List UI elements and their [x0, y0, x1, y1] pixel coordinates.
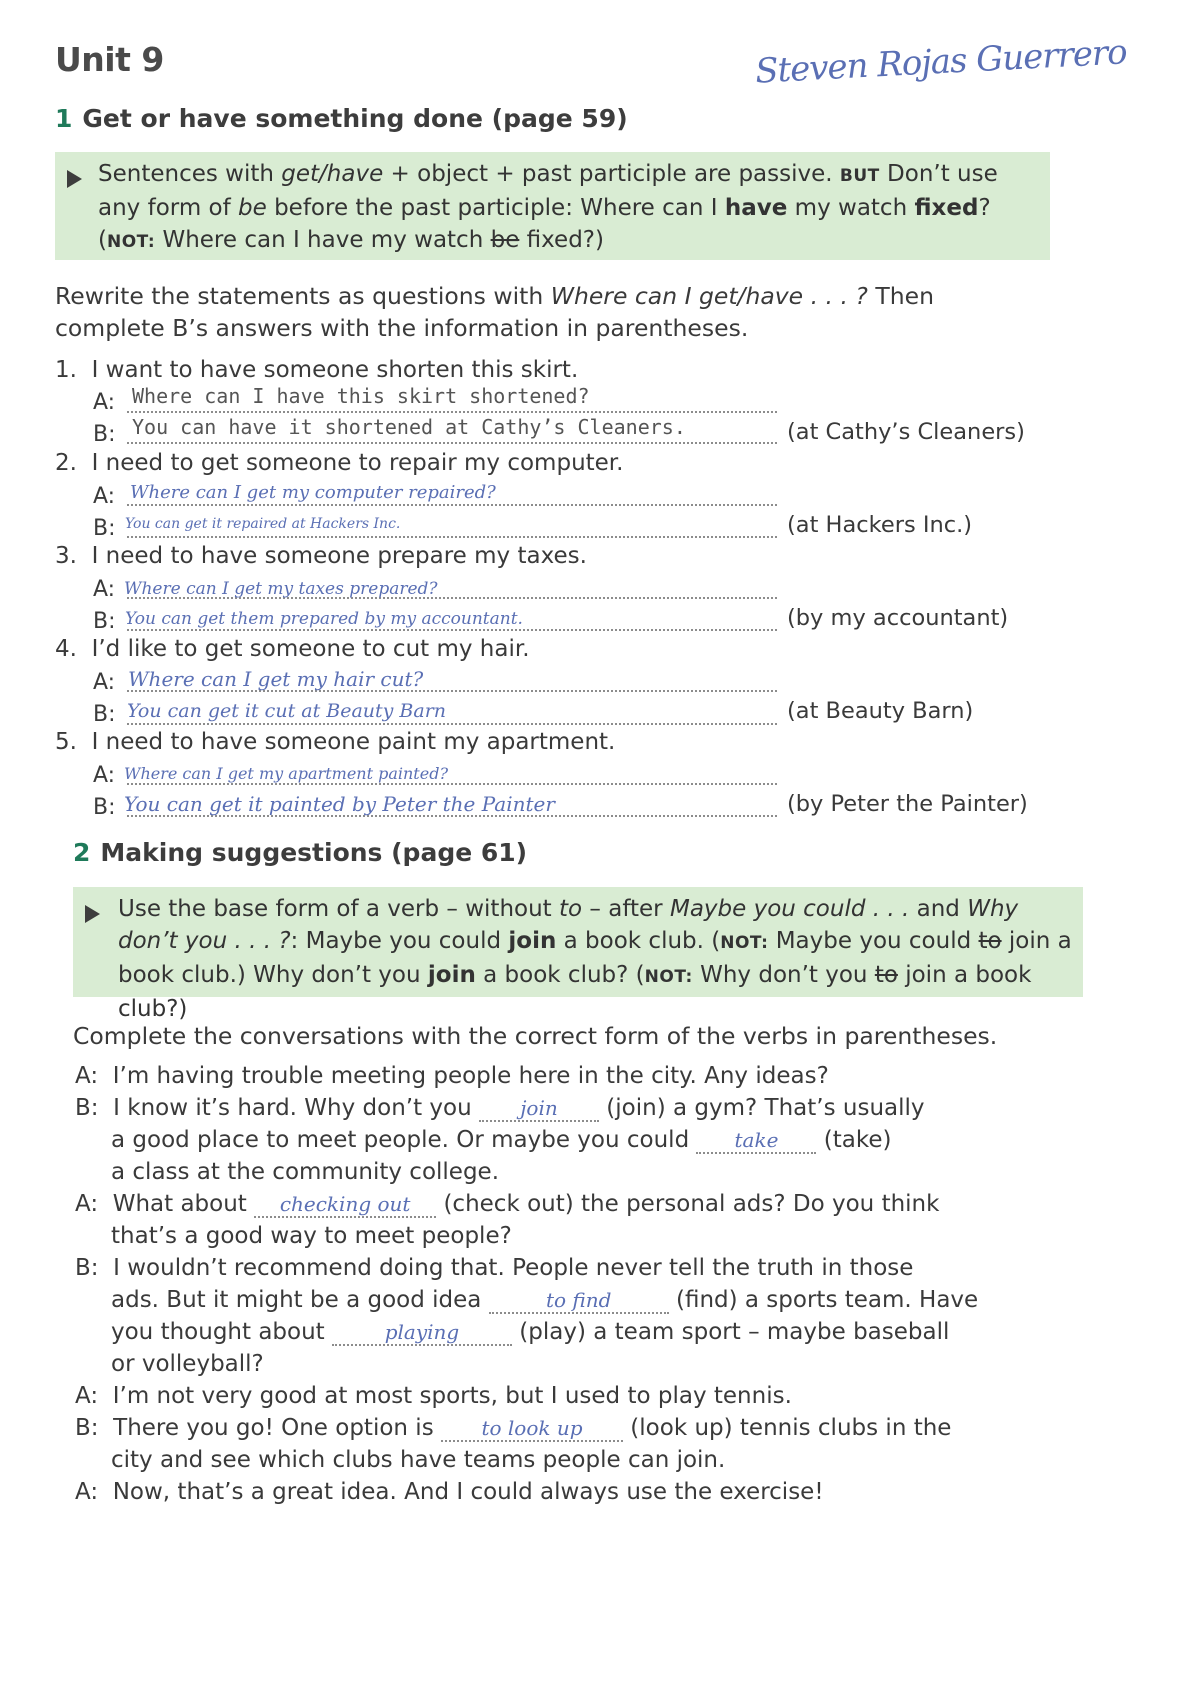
line-text: I know it’s hard. Why don’t you	[113, 1095, 479, 1121]
item-statement: I need to have someone paint my apartment.	[91, 729, 616, 755]
answer-blank-find[interactable]	[489, 1288, 669, 1314]
tip-bold: join	[508, 928, 557, 954]
a-label: A:	[93, 763, 116, 788]
line-text: I wouldn’t recommend doing that. People never tell the truth in those	[113, 1255, 914, 1281]
section-1-tip-text	[98, 158, 1038, 258]
item-number: 4.	[55, 636, 77, 662]
tip-text: join a book club.) Why don’t you	[118, 928, 1072, 988]
parenthetical-hint: (at Cathy’s Cleaners)	[787, 419, 1025, 445]
parenthetical-hint: (by Peter the Painter)	[787, 791, 1028, 817]
line-text: (look up) tennis clubs in the	[623, 1415, 952, 1441]
tip-emphasis: get/have	[281, 161, 384, 187]
handwritten-signature: Steven Rojas Guerrero	[754, 32, 1128, 92]
conversation-line	[111, 1126, 892, 1155]
exercise-item-3	[55, 543, 587, 569]
tip-text: and	[909, 896, 968, 922]
exercise-item-1	[55, 357, 578, 383]
speaker-label: A:	[75, 1479, 99, 1505]
conversation-line: that’s a good way to meet people?	[111, 1223, 512, 1249]
item-statement: I’d like to get someone to cut my hair.	[91, 636, 530, 662]
answer-b-handwriting: You can get them prepared by my accountant.	[125, 609, 523, 629]
line-text: you thought about	[111, 1319, 332, 1345]
tip-bold: join	[427, 962, 476, 988]
line-text: There you go! One option is	[113, 1415, 441, 1441]
section-1-title	[55, 104, 628, 133]
parenthetical-hint: (at Hackers Inc.)	[787, 512, 973, 538]
speaker-label: A:	[75, 1383, 99, 1409]
answer-blank-look-up[interactable]	[441, 1416, 623, 1442]
tip-strikethrough: to	[874, 962, 898, 988]
answer-a-handwriting: Where can I get my apartment painted?	[124, 764, 449, 783]
item-statement: I want to have someone shorten this skirt.	[91, 357, 579, 383]
line-text: I’m not very good at most sports, but I used to play tennis.	[112, 1383, 792, 1409]
answer-a-handwriting: Where can I get my computer repaired?	[130, 482, 496, 503]
section-2-number: 2	[73, 838, 91, 867]
answer-a-handwriting: Where can I get my hair cut?	[128, 667, 424, 691]
line-text: ads. But it might be a good idea	[111, 1287, 489, 1313]
parenthetical-hint: (by my accountant)	[787, 605, 1009, 631]
tip-text: Maybe you could	[768, 928, 979, 954]
line-text: (play) a team sport – maybe baseball	[512, 1319, 950, 1345]
tip-text: : Maybe you could	[290, 928, 509, 954]
line-text: Now, that’s a great idea. And I could always use the exercise!	[112, 1479, 824, 1505]
b-label: B:	[93, 795, 116, 820]
speaker-label: A:	[75, 1063, 99, 1089]
answer-blank-join[interactable]	[479, 1096, 599, 1122]
tip-not-label: NOT:	[720, 933, 769, 953]
speaker-label: B:	[75, 1255, 99, 1281]
conversation-line	[75, 1382, 792, 1411]
tip-text: Don’t use any form of	[98, 161, 998, 221]
line-text: (check out) the personal ads? Do you think	[436, 1191, 940, 1217]
tip-bold: fixed	[914, 195, 979, 221]
conversation-line: or volleyball?	[111, 1351, 264, 1377]
tip-text: + object + past participle are passive.	[383, 161, 840, 187]
tip-text: my watch	[787, 195, 915, 221]
tip-emphasis: to	[559, 896, 583, 922]
answer-b-handwriting: You can get it repaired at Hackers Inc.	[125, 516, 401, 532]
answer-b-text: You can have it shortened at Cathy’s Cleaners.	[132, 415, 686, 439]
line-text: (take)	[816, 1127, 892, 1153]
tip-but-label: BUT	[839, 166, 880, 186]
exercise-item-2	[55, 450, 623, 476]
tip-not-label: NOT:	[644, 967, 693, 987]
tip-strikethrough: to	[978, 928, 1002, 954]
section-2-title-text: Making suggestions (page 61)	[100, 838, 528, 867]
item-number: 2.	[55, 450, 77, 476]
tip-bold: have	[724, 195, 788, 221]
tip-text: a book club. (	[556, 928, 721, 954]
a-label: A:	[93, 484, 116, 509]
instruction-emphasis: Where can I get/have . . . ?	[550, 282, 868, 310]
answer-a-handwriting: Where can I get my taxes prepared?	[124, 579, 438, 599]
section-1-instructions	[55, 280, 1015, 344]
conversation-line	[111, 1318, 949, 1347]
parenthetical-hint: (at Beauty Barn)	[787, 698, 974, 724]
answer-a-text: Where can I have this skirt shortened?	[132, 384, 590, 408]
conversation-line: city and see which clubs have teams people can join.	[111, 1447, 726, 1473]
answer-blank-check-out[interactable]	[254, 1192, 436, 1218]
line-text: (join) a gym? That’s usually	[599, 1095, 925, 1121]
exercise-item-4	[55, 636, 530, 662]
conversation-line	[75, 1254, 913, 1283]
exercise-item-5	[55, 729, 615, 755]
speaker-label: A:	[75, 1191, 99, 1217]
answer-blank-take[interactable]	[696, 1128, 816, 1154]
tip-not-label: NOT:	[106, 232, 156, 252]
tip-text: before the past participle: Where can I	[266, 195, 725, 221]
b-label: B:	[93, 609, 116, 634]
conversation-line	[75, 1414, 951, 1443]
b-label: B:	[93, 516, 116, 541]
play-arrow-icon	[67, 170, 82, 188]
tip-emphasis: Why don’t you . . . ?	[118, 896, 1019, 954]
item-number: 3.	[55, 543, 77, 569]
tip-text: ? (	[98, 195, 991, 253]
section-2-tip-box	[73, 887, 1083, 1022]
item-statement: I need to get someone to repair my computer.	[91, 450, 624, 476]
answer-handwriting: to look up	[481, 1416, 583, 1440]
tip-text: Why don’t you	[692, 962, 875, 988]
answer-handwriting: take	[734, 1128, 779, 1152]
conversation-line	[111, 1286, 978, 1315]
tip-text: join a book club?)	[118, 962, 1032, 1022]
a-label: A:	[93, 577, 116, 602]
tip-text: Use the base form of a verb – without	[118, 896, 560, 922]
item-statement: I need to have someone prepare my taxes.	[91, 543, 587, 569]
section-2-instructions: Complete the conversations with the correct form of the verbs in parentheses.	[73, 1022, 998, 1050]
tip-text: a book club? (	[475, 962, 645, 988]
line-text: What about	[112, 1191, 255, 1217]
answer-handwriting: checking out	[279, 1192, 411, 1216]
tip-emphasis: be	[238, 195, 267, 221]
play-arrow-icon	[85, 905, 100, 923]
conversation-line	[75, 1094, 925, 1123]
conversation-line	[75, 1062, 829, 1091]
conversation-line	[75, 1478, 824, 1507]
instruction-text: Rewrite the statements as questions with	[55, 282, 551, 310]
answer-handwriting: join	[520, 1096, 558, 1120]
conversation-line	[75, 1190, 939, 1219]
item-number: 5.	[55, 729, 77, 755]
tip-strikethrough: be	[490, 227, 520, 253]
conversation-line: a class at the community college.	[111, 1159, 500, 1185]
answer-blank-play[interactable]	[332, 1320, 512, 1346]
tip-text: Where can I have my watch	[155, 227, 491, 253]
answer-handwriting: playing	[384, 1320, 460, 1344]
speaker-label: B:	[75, 1095, 99, 1121]
unit-title: Unit 9	[55, 40, 164, 79]
a-label: A:	[93, 670, 116, 695]
section-2-title	[73, 838, 527, 867]
section-1-tip-box	[55, 152, 1050, 260]
section-1-title-text: Get or have something done (page 59)	[82, 104, 628, 133]
b-label: B:	[93, 422, 116, 447]
tip-text: Sentences with	[98, 161, 282, 187]
a-label: A:	[93, 390, 116, 415]
b-label: B:	[93, 702, 116, 727]
tip-emphasis: Maybe you could . . .	[669, 896, 910, 922]
section-2-tip-text	[118, 893, 1073, 1025]
answer-b-handwriting: You can get it painted by Peter the Painter	[124, 792, 555, 816]
answer-handwriting: to find	[545, 1288, 612, 1312]
speaker-label: B:	[75, 1415, 99, 1441]
item-number: 1.	[55, 357, 77, 383]
line-text: (find) a sports team. Have	[668, 1287, 979, 1313]
instruction-text: Then complete B’s answers with the information in parentheses.	[55, 282, 934, 342]
answer-b-handwriting: You can get it cut at Beauty Barn	[127, 700, 447, 722]
line-text: a good place to meet people. Or maybe you could	[111, 1127, 697, 1153]
tip-text: fixed?)	[519, 227, 604, 253]
section-1-number: 1	[55, 104, 73, 133]
tip-text: – after	[582, 896, 670, 922]
line-text: I’m having trouble meeting people here in the city. Any ideas?	[112, 1063, 829, 1089]
